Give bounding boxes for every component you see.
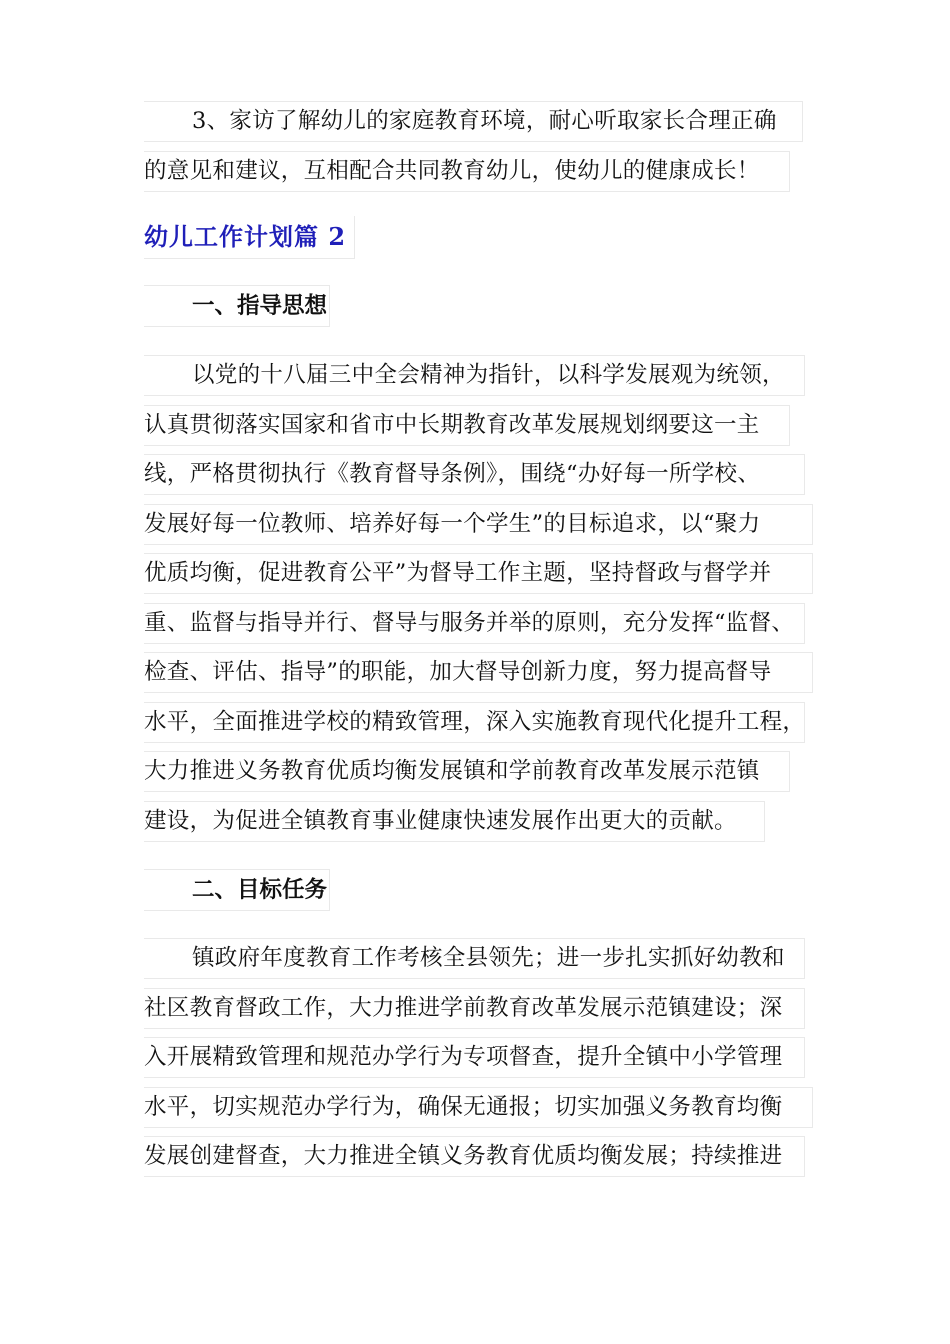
text-line: 优质均衡，促进教育公平”为督导工作主题，坚持督政与督学并: [144, 553, 813, 594]
text-line: 发展创建督查，大力推进全镇义务教育优质均衡发展；持续推进: [144, 1136, 805, 1177]
text-line: 的意见和建议，互相配合共同教育幼儿，使幼儿的健康成长！: [144, 151, 790, 192]
section-heading: 二、目标任务: [144, 869, 330, 911]
text-line: 大力推进义务教育优质均衡发展镇和学前教育改革发展示范镇: [144, 751, 790, 792]
article-title: 幼儿工作计划篇 2: [144, 216, 355, 259]
text-line: 建设，为促进全镇教育事业健康快速发展作出更大的贡献。: [144, 801, 765, 842]
text-line: 以党的十八届三中全会精神为指针，以科学发展观为统领，: [144, 355, 805, 396]
section-heading: 一、指导思想: [144, 285, 330, 327]
text-line: 水平，全面推进学校的精致管理，深入实施教育现代化提升工程，: [144, 702, 805, 743]
text-line: 镇政府年度教育工作考核全县领先；进一步扎实抓好幼教和: [144, 938, 805, 979]
text-line: 线，严格贯彻执行《教育督导条例》，围绕“办好每一所学校、: [144, 454, 805, 495]
text-line: 认真贯彻落实国家和省市中长期教育改革发展规划纲要这一主: [144, 405, 790, 446]
text-line: 3、家访了解幼儿的家庭教育环境，耐心听取家长合理正确: [144, 101, 803, 142]
text-line: 重、监督与指导并行、督导与服务并举的原则，充分发挥“监督、: [144, 603, 805, 644]
text-line: 社区教育督政工作，大力推进学前教育改革发展示范镇建设；深: [144, 988, 805, 1029]
text-line: 检查、评估、指导”的职能，加大督导创新力度，努力提高督导: [144, 652, 813, 693]
text-line: 发展好每一位教师、培养好每一个学生”的目标追求，以“聚力: [144, 504, 813, 545]
text-line: 水平，切实规范办学行为，确保无通报；切实加强义务教育均衡: [144, 1087, 813, 1128]
text-line: 入开展精致管理和规范办学行为专项督查，提升全镇中小学管理: [144, 1037, 805, 1078]
